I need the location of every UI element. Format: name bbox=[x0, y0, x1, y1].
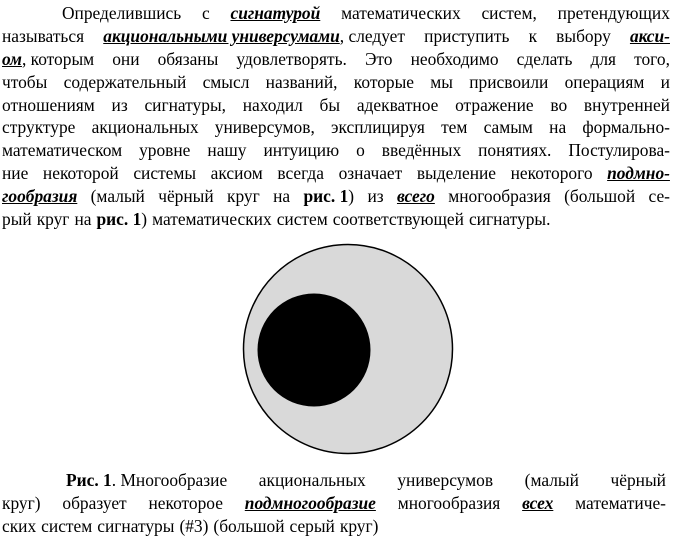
word: некоторой bbox=[42, 163, 119, 184]
word: Это bbox=[364, 48, 393, 69]
word: систем, bbox=[481, 3, 537, 23]
word: универсумов, bbox=[214, 117, 315, 138]
emphasized-term: акси- bbox=[629, 25, 670, 46]
word: систем bbox=[41, 516, 93, 536]
word: с bbox=[201, 3, 210, 23]
word: уровне bbox=[139, 140, 191, 161]
word: сигнатуры, bbox=[144, 94, 226, 115]
word: обязаны bbox=[157, 48, 219, 69]
word: многообразия bbox=[448, 186, 551, 207]
word: рый bbox=[2, 209, 32, 230]
word: структуре bbox=[2, 117, 76, 138]
word: (большой bbox=[213, 516, 285, 536]
word: круг bbox=[36, 209, 70, 230]
word: чёрный bbox=[610, 470, 666, 490]
emphasized-term: ом bbox=[2, 48, 22, 69]
word: ских bbox=[2, 516, 37, 536]
paragraph-line bbox=[2, 2, 670, 25]
paragraph-line bbox=[2, 162, 670, 185]
word: которые bbox=[353, 71, 414, 92]
word: математиче- bbox=[575, 493, 666, 513]
word: аксиом bbox=[210, 163, 263, 184]
emphasized-term: подмногообразие bbox=[244, 493, 376, 513]
paragraph-line bbox=[2, 71, 670, 94]
word: введённых bbox=[381, 140, 462, 161]
word: к bbox=[528, 25, 538, 46]
word: для bbox=[590, 48, 617, 69]
word: выбору bbox=[556, 25, 611, 46]
word: интуицию bbox=[263, 140, 340, 161]
word: (малый bbox=[90, 186, 145, 207]
word: нашу bbox=[207, 140, 247, 161]
word: сигнатуры bbox=[97, 516, 175, 536]
word: , следует bbox=[339, 25, 405, 46]
word: тем bbox=[441, 117, 468, 138]
word: о bbox=[356, 140, 365, 161]
word: многообразия bbox=[397, 493, 501, 513]
word: на bbox=[273, 186, 291, 207]
word: внутренней bbox=[583, 94, 670, 115]
word: (большой bbox=[564, 186, 636, 207]
emphasized-term: подмно- bbox=[607, 163, 670, 184]
caption-line bbox=[2, 492, 666, 515]
word: (#3) bbox=[179, 516, 209, 536]
word: ) bbox=[141, 209, 148, 230]
word: они bbox=[112, 48, 140, 69]
word: системы bbox=[133, 163, 197, 184]
paragraph-line bbox=[2, 116, 670, 139]
word: образует bbox=[62, 493, 127, 513]
paragraph-line bbox=[2, 94, 670, 117]
word: математическом bbox=[2, 140, 123, 161]
figure-reference: Рис. 1 bbox=[66, 470, 112, 490]
word: , которым bbox=[21, 48, 95, 69]
word: смысл bbox=[202, 71, 250, 92]
word: мы bbox=[430, 71, 453, 92]
word: се- bbox=[648, 186, 670, 207]
word: понятиях. bbox=[478, 140, 552, 161]
word: ) bbox=[348, 186, 355, 207]
word: математических bbox=[152, 209, 272, 230]
word: удовлетворять. bbox=[236, 48, 347, 69]
word: на bbox=[74, 209, 92, 230]
word: находил bbox=[242, 94, 303, 115]
word: отражение bbox=[455, 94, 534, 115]
word: математических bbox=[341, 3, 461, 23]
word: чёрный bbox=[158, 186, 214, 207]
paragraph-line bbox=[2, 208, 670, 231]
figure-reference: рис. 1 bbox=[303, 186, 349, 207]
word: во bbox=[550, 94, 568, 115]
word: и bbox=[660, 71, 670, 92]
word: универсумов bbox=[397, 470, 494, 490]
word: акциональных bbox=[91, 117, 199, 138]
word: означает bbox=[338, 163, 403, 184]
word: претендующих bbox=[557, 3, 670, 23]
word: операциям bbox=[564, 71, 645, 92]
word: . Многообразие bbox=[111, 470, 228, 490]
word: самым bbox=[483, 117, 533, 138]
body-paragraph bbox=[2, 2, 670, 231]
word: соответствующей bbox=[332, 209, 464, 230]
word: Определившись bbox=[62, 3, 182, 23]
word: Постулирова- bbox=[568, 140, 670, 161]
word: ние bbox=[2, 163, 29, 184]
figure-1-circles bbox=[242, 243, 454, 455]
word: круг bbox=[227, 186, 260, 207]
word: из bbox=[367, 186, 384, 207]
word: необходимо bbox=[410, 48, 499, 69]
word: круг) bbox=[2, 493, 41, 513]
word: из bbox=[111, 94, 128, 115]
word: сделать bbox=[516, 48, 573, 69]
word: содержательный bbox=[63, 71, 187, 92]
paragraph-line bbox=[2, 48, 670, 71]
word: серый bbox=[289, 516, 335, 536]
word: круг) bbox=[339, 516, 379, 536]
word: того, bbox=[634, 48, 670, 69]
word: отношениям bbox=[2, 94, 95, 115]
small-black-circle bbox=[258, 294, 371, 407]
paragraph-line bbox=[2, 25, 670, 48]
paragraph-line bbox=[2, 185, 670, 208]
figure-caption bbox=[2, 469, 666, 538]
paragraph-line bbox=[2, 139, 670, 162]
word: чтобы bbox=[2, 71, 48, 92]
word: названий, bbox=[265, 71, 338, 92]
word: на bbox=[549, 117, 567, 138]
emphasized-term: гообразия bbox=[2, 186, 78, 207]
emphasized-term: всех bbox=[522, 493, 554, 513]
word: всегда bbox=[277, 163, 324, 184]
word: формально- bbox=[582, 117, 670, 138]
word: (малый bbox=[524, 470, 579, 490]
figure-reference: рис. 1 bbox=[96, 209, 142, 230]
caption-line bbox=[2, 515, 666, 538]
word: некоторое bbox=[148, 493, 223, 513]
word: систем bbox=[276, 209, 328, 230]
word: эксплицируя bbox=[331, 117, 425, 138]
word: акциональных bbox=[258, 470, 366, 490]
emphasized-term: сигнатурой bbox=[230, 3, 321, 23]
emphasized-term: акциональными универсумами bbox=[103, 25, 340, 46]
caption-line bbox=[2, 469, 666, 492]
word: приступить bbox=[424, 25, 510, 46]
word: некоторого bbox=[510, 163, 593, 184]
word: присвоили bbox=[469, 71, 549, 92]
word: адекватное bbox=[356, 94, 439, 115]
word: выделение bbox=[416, 163, 497, 184]
word: бы bbox=[319, 94, 341, 115]
word: называться bbox=[2, 25, 85, 46]
word: сигнатуры. bbox=[468, 209, 551, 230]
emphasized-term: всего bbox=[396, 186, 435, 207]
